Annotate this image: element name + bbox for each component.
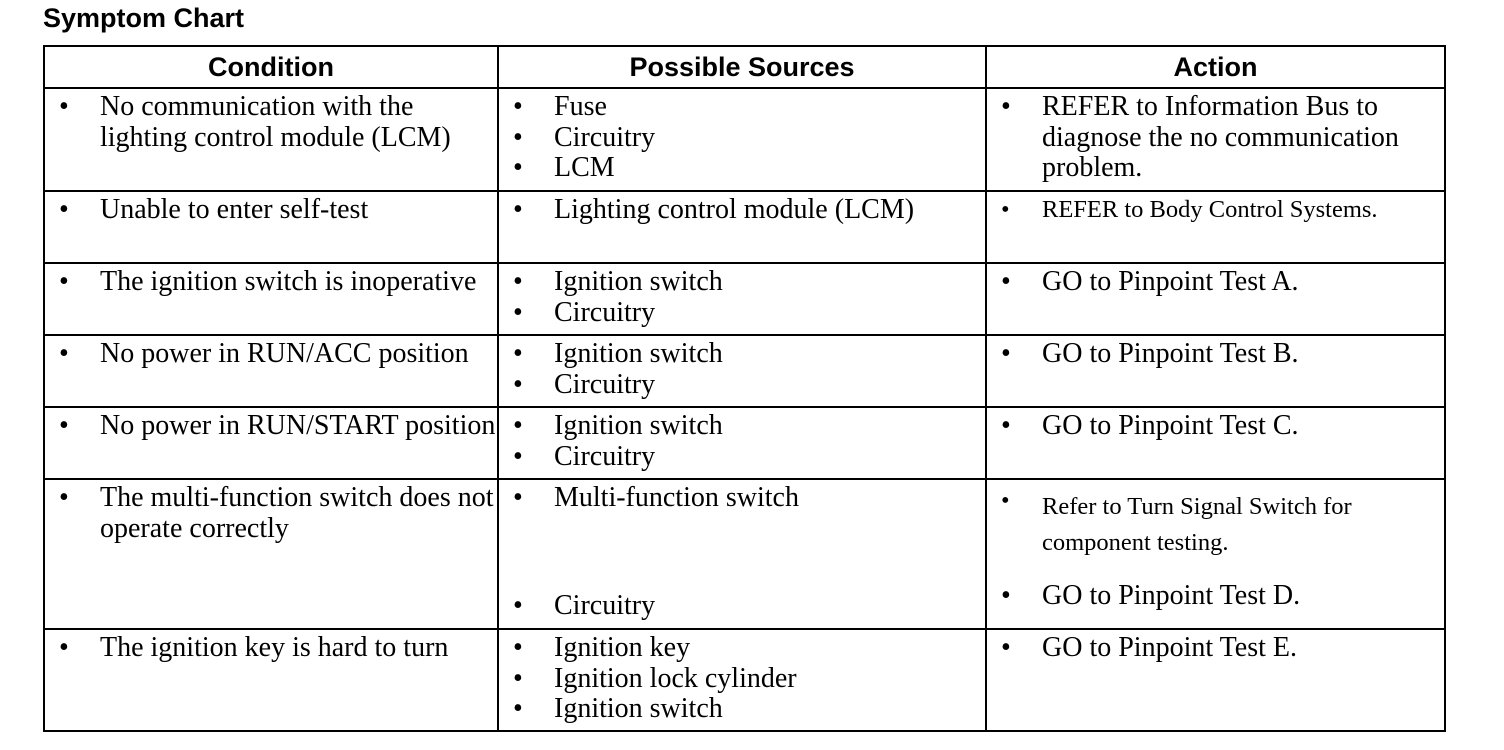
action-item: • GO to Pinpoint Test A. bbox=[987, 267, 1444, 298]
table-row bbox=[44, 88, 1445, 191]
action-cell bbox=[986, 191, 1445, 263]
action-cell bbox=[986, 629, 1445, 731]
source-item: • Circuitry bbox=[499, 591, 985, 622]
action-item: • Refer to Turn Signal Switch for component testing. bbox=[987, 483, 1444, 561]
sources-cell bbox=[498, 263, 986, 335]
table-row bbox=[44, 335, 1445, 407]
sources-cell bbox=[498, 88, 986, 191]
source-item: • Circuitry bbox=[499, 298, 985, 329]
header-row bbox=[44, 46, 1445, 88]
condition-cell bbox=[44, 335, 498, 407]
condition-cell bbox=[44, 263, 498, 335]
condition-item: • No communication with the lighting control module (LCM) bbox=[45, 92, 497, 153]
column-header-condition: Condition bbox=[44, 46, 498, 88]
sources-cell bbox=[498, 191, 986, 263]
source-item: • LCM bbox=[499, 153, 985, 184]
source-item: • Circuitry bbox=[499, 442, 985, 473]
condition-cell bbox=[44, 479, 498, 629]
column-header-action: Action bbox=[986, 46, 1445, 88]
condition-item: • The ignition key is hard to turn bbox=[45, 633, 497, 664]
condition-item: • The multi-function switch does not operate correctly bbox=[45, 483, 497, 544]
symptom-chart-table bbox=[43, 45, 1446, 732]
source-item: • Ignition switch bbox=[499, 411, 985, 442]
action-cell bbox=[986, 407, 1445, 479]
source-item: • Fuse bbox=[499, 92, 985, 123]
action-cell bbox=[986, 88, 1445, 191]
condition-cell bbox=[44, 88, 498, 191]
condition-cell bbox=[44, 629, 498, 731]
action-item: • REFER to Information Bus to diagnose the no communication problem. bbox=[987, 92, 1444, 184]
action-cell bbox=[986, 263, 1445, 335]
table-row bbox=[44, 263, 1445, 335]
source-item: • Multi-function switch bbox=[499, 483, 985, 514]
source-item: • Ignition switch bbox=[499, 339, 985, 370]
table-row bbox=[44, 479, 1445, 629]
source-item: • Ignition lock cylinder bbox=[499, 664, 985, 695]
action-item: • GO to Pinpoint Test D. bbox=[987, 581, 1444, 612]
source-item: • Circuitry bbox=[499, 123, 985, 154]
source-item: • Lighting control module (LCM) bbox=[499, 195, 985, 226]
condition-item: • No power in RUN/ACC position bbox=[45, 339, 497, 370]
action-cell bbox=[986, 335, 1445, 407]
table-row bbox=[44, 191, 1445, 263]
page-title: Symptom Chart bbox=[43, 3, 245, 33]
condition-item: • No power in RUN/START position bbox=[45, 411, 497, 442]
condition-cell bbox=[44, 191, 498, 263]
source-item: • Circuitry bbox=[499, 370, 985, 401]
condition-item: • The ignition switch is inoperative bbox=[45, 267, 497, 298]
sources-cell bbox=[498, 335, 986, 407]
action-item: • GO to Pinpoint Test B. bbox=[987, 339, 1444, 370]
sources-cell bbox=[498, 629, 986, 731]
table-row bbox=[44, 407, 1445, 479]
source-item: • Ignition switch bbox=[499, 267, 985, 298]
action-item: • REFER to Body Control Systems. bbox=[987, 195, 1444, 226]
action-item: • GO to Pinpoint Test C. bbox=[987, 411, 1444, 442]
sources-cell bbox=[498, 407, 986, 479]
table-row bbox=[44, 629, 1445, 731]
column-header-possible-sources: Possible Sources bbox=[498, 46, 986, 88]
source-item: • Ignition key bbox=[499, 633, 985, 664]
action-item: • GO to Pinpoint Test E. bbox=[987, 633, 1444, 664]
condition-cell bbox=[44, 407, 498, 479]
condition-item: • Unable to enter self-test bbox=[45, 195, 497, 226]
source-item: • Ignition switch bbox=[499, 694, 985, 725]
sources-cell bbox=[498, 479, 986, 629]
action-cell bbox=[986, 479, 1445, 629]
